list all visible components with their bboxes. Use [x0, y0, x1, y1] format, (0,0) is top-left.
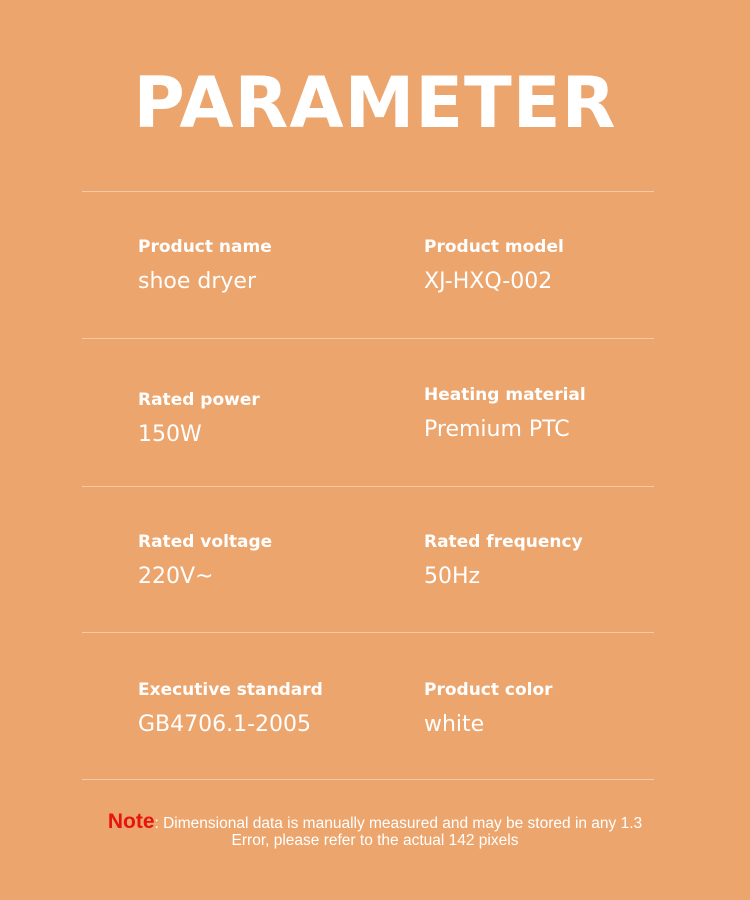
spec-label: Executive standard [138, 680, 323, 700]
spec-value: shoe dryer [138, 269, 257, 294]
spec-product-name [138, 236, 408, 296]
note-line-1 [0, 810, 750, 833]
spec-label: Product color [424, 680, 553, 700]
divider [82, 486, 654, 487]
spec-product-model [424, 236, 694, 296]
note-text: : Dimensional data is manually measured and may be stored in any 1.3 [154, 815, 643, 832]
spec-rated-power [138, 389, 408, 449]
spec-label: Rated frequency [424, 532, 583, 552]
spec-value: 150W [138, 422, 202, 447]
spec-label: Product model [424, 237, 564, 257]
spec-value: white [424, 712, 485, 737]
page-title: PARAMETER [133, 62, 617, 144]
note-line-2: Error, please refer to the actual 142 pixels [231, 832, 519, 849]
spec-label: Heating material [424, 385, 586, 405]
spec-value: 50Hz [424, 564, 481, 589]
spec-value: 220V~ [138, 564, 214, 589]
divider [82, 632, 654, 633]
spec-product-color [424, 679, 694, 739]
divider [82, 779, 654, 780]
spec-label: Rated power [138, 390, 260, 410]
spec-heating-material [424, 384, 694, 444]
spec-rated-voltage [138, 531, 408, 591]
spec-executive-standard [138, 679, 408, 739]
divider [82, 191, 654, 192]
disclaimer-note [0, 810, 750, 849]
divider [82, 338, 654, 339]
spec-value: Premium PTC [424, 417, 570, 442]
spec-value: GB4706.1-2005 [138, 712, 312, 737]
spec-label: Product name [138, 237, 272, 257]
note-label: Note [107, 810, 155, 833]
spec-label: Rated voltage [138, 532, 273, 552]
spec-value: XJ-HXQ-002 [424, 269, 553, 294]
spec-rated-frequency [424, 531, 694, 591]
